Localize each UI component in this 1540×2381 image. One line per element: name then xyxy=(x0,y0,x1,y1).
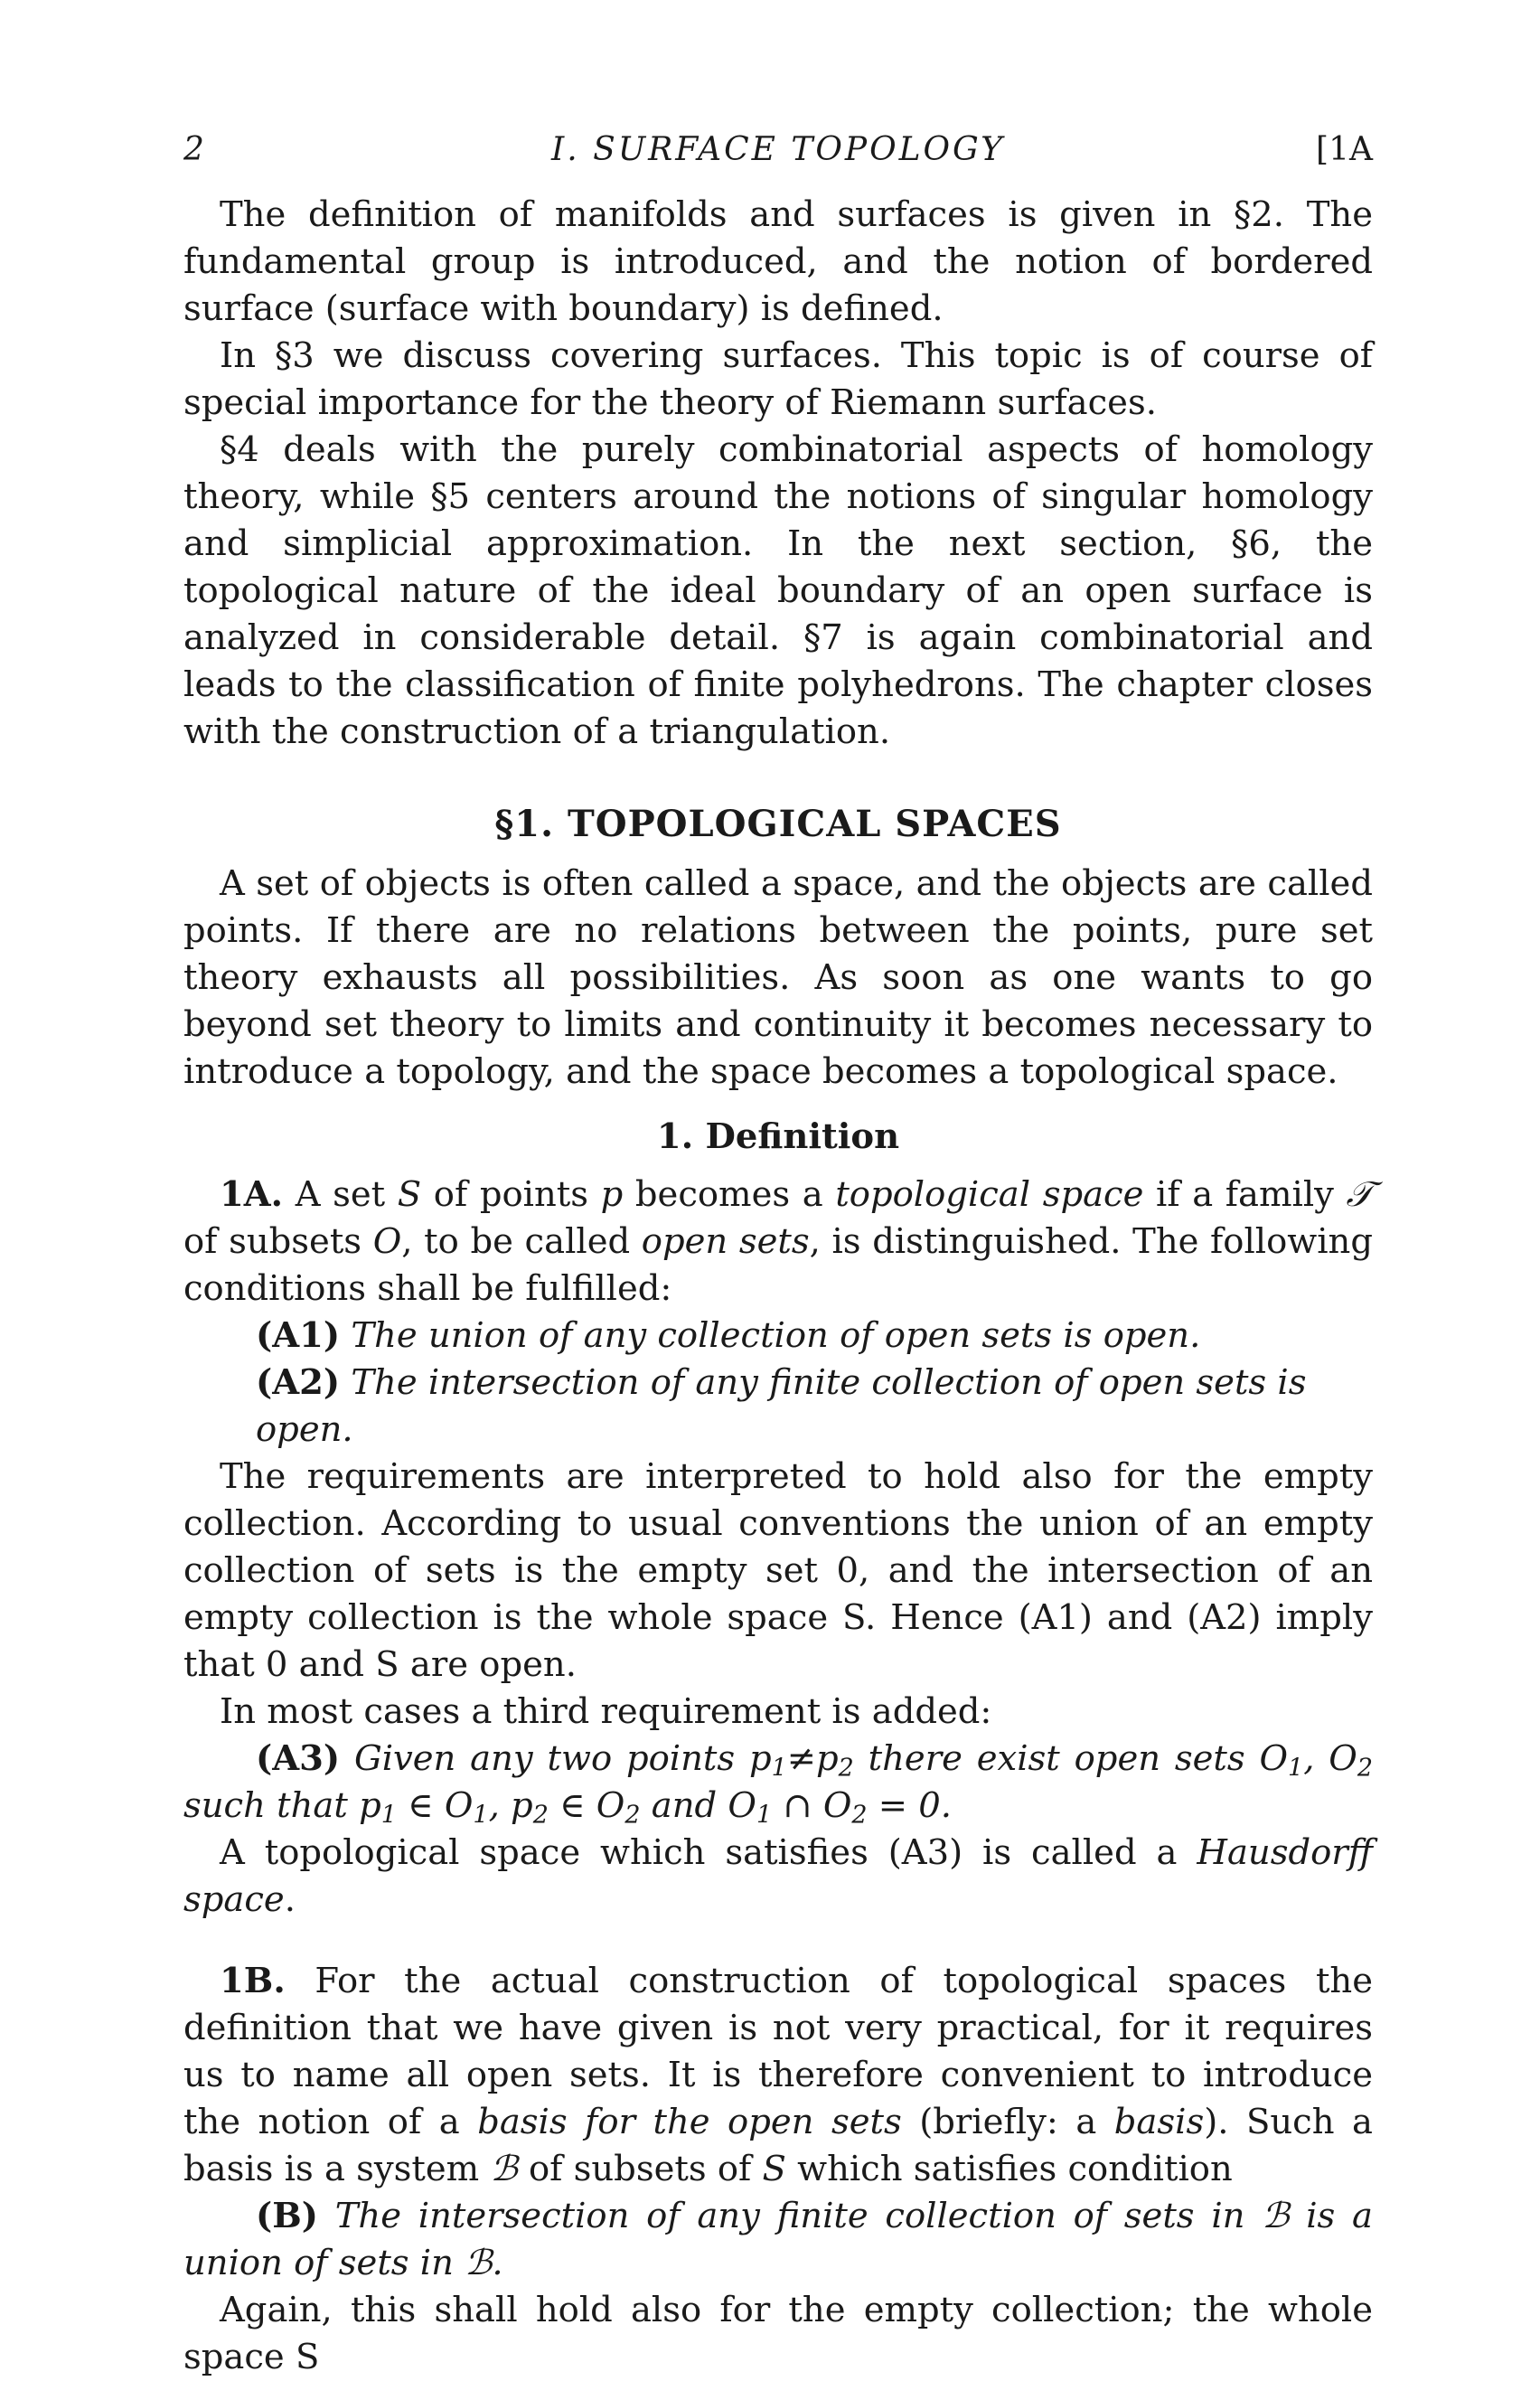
text-span: and O xyxy=(640,1785,756,1826)
text-span: = 0. xyxy=(867,1785,953,1826)
subscript: 1 xyxy=(771,1754,787,1783)
text-span: ). Such a basis is a system xyxy=(183,2102,1373,2189)
subscript: 2 xyxy=(532,1801,549,1830)
axiom-a1-label: (A1) xyxy=(256,1315,341,1356)
math-symbol: 𝒯 xyxy=(1346,1174,1374,1215)
axiom-a2-text: The intersection of any finite collection of open sets is open. xyxy=(256,1362,1307,1450)
text-span: ∩ O xyxy=(772,1785,852,1826)
math-symbol: S xyxy=(762,2149,786,2189)
text-span: A topological space which satisfies (A3) is called a xyxy=(220,1832,1197,1873)
text-span: (briefly: a xyxy=(901,2102,1114,2142)
text-span: becomes a xyxy=(623,1174,836,1215)
text-span: For the actual construction of topological spaces the definition that we have given is not very practical, for it requires us to name all open sets. It is therefore convenient to introduce the notion of a xyxy=(183,1961,1373,2142)
condition-b-text: The intersection of any finite collection of sets in ℬ is a union of sets in ℬ. xyxy=(183,2196,1373,2283)
section-title: §1. TOPOLOGICAL SPACES xyxy=(494,803,1062,845)
chapter-title: I. SURFACE TOPOLOGY xyxy=(551,131,1005,168)
page-number: 2 xyxy=(183,131,204,168)
text-span: ∈ O xyxy=(548,1785,625,1826)
subscript: 1 xyxy=(380,1801,397,1830)
running-head xyxy=(183,127,1373,174)
subscript: 2 xyxy=(851,1801,868,1830)
hausdorff-paragraph xyxy=(183,1830,1373,1924)
math-symbol: S xyxy=(397,1174,422,1215)
subscript: 1 xyxy=(756,1801,773,1830)
definition-1b-label: 1B. xyxy=(220,1961,286,2001)
text-span: , p xyxy=(488,1785,533,1826)
term-hausdorff-space: Hausdorff space xyxy=(183,1832,1373,1920)
axiom-a1 xyxy=(183,1313,1373,1360)
text-span: of subsets of xyxy=(517,2149,763,2189)
subscript: 2 xyxy=(838,1754,854,1783)
text-span: , is distinguished. The following conditions shall be fulfilled: xyxy=(183,1221,1373,1309)
intro-paragraph-2: In §3 we discuss covering surfaces. This topic is of course of special importance for the theory of Riemann surfaces. xyxy=(183,335,1373,423)
intro-paragraph-3: §4 deals with the purely combinatorial aspects of homology theory, while §5 centers around the notions of singular homology and simplicial approximation. In the next section, §6, the topological nature of the ideal boundary of an open surface is analyzed in considerable detail. §7 is again combinatorial and leads to the classification of finite polyhedrons. The chapter closes with the construction of a triangulation. xyxy=(183,429,1373,752)
text-span: such that p xyxy=(183,1785,381,1826)
subscript: 2 xyxy=(624,1801,641,1830)
text-span: . xyxy=(284,1879,296,1920)
axiom-a1-text: The union of any collection of open sets is open. xyxy=(351,1315,1201,1356)
math-symbol: ℬ xyxy=(490,2149,518,2189)
axiom-a3-text xyxy=(183,1738,1373,1830)
text-span: of subsets xyxy=(183,1221,373,1262)
section-reference: [1A xyxy=(1316,131,1373,168)
book-page xyxy=(183,127,1373,2381)
text-span: ∈ O xyxy=(396,1785,474,1826)
definition-1a-label: 1A. xyxy=(220,1174,284,1215)
text-span: ≠p xyxy=(786,1738,839,1779)
third-requirement-paragraph: In most cases a third requirement is added: xyxy=(220,1691,992,1732)
text-span: Given any two points p xyxy=(353,1738,772,1779)
axiom-a2-label: (A2) xyxy=(256,1362,341,1403)
condition-b-label: (B) xyxy=(256,2196,318,2236)
subscript: 1 xyxy=(1288,1754,1304,1783)
text-span: which satisfies condition xyxy=(785,2149,1233,2189)
intro-paragraph-1: The definition of manifolds and surfaces is given in §2. The fundamental group is introduced, and the notion of bordered surface (surface with boundary) is defined. xyxy=(183,194,1373,329)
subsection-title: 1. Definition xyxy=(656,1116,900,1157)
final-paragraph: Again, this shall hold also for the empty collection; the whole space S xyxy=(183,2290,1373,2377)
term-topological-space: topological space xyxy=(835,1174,1144,1215)
definition-1b xyxy=(183,1958,1373,2193)
subscript: 2 xyxy=(1357,1754,1373,1783)
definition-1a xyxy=(183,1172,1373,1313)
term-basis: basis xyxy=(1113,2102,1205,2142)
empty-collection-paragraph: The requirements are interpreted to hold also for the empty collection. According to usual conventions the union of an empty collection of sets is the empty set 0, and the intersection of an empty collection is the whole space S. Hence (A1) and (A2) imply that 0 and S are open. xyxy=(183,1456,1373,1685)
axiom-a3 xyxy=(183,1736,1373,1830)
section-intro-paragraph: A set of objects is often called a space, and the objects are called points. If there are no relations between the points, pure set theory exhausts all possibilities. As soon as one wants to go beyond set theory to limits and continuity it becomes necessary to introduce a topology, and the space becomes a topological space. xyxy=(183,863,1373,1092)
math-symbol: O xyxy=(372,1221,402,1262)
term-basis-for-open-sets: basis for the open sets xyxy=(477,2102,902,2142)
text-span: A set xyxy=(283,1174,398,1215)
term-open-sets: open sets xyxy=(641,1221,810,1262)
text-span: , to be called xyxy=(401,1221,642,1262)
subscript: 1 xyxy=(473,1801,489,1830)
math-symbol: p xyxy=(600,1174,624,1215)
text-span: of points xyxy=(421,1174,601,1215)
text-span: there exist open sets O xyxy=(853,1738,1289,1779)
text-span: , O xyxy=(1303,1738,1357,1779)
condition-b xyxy=(183,2193,1373,2287)
axiom-a2 xyxy=(183,1360,1373,1454)
text-span: if a family xyxy=(1143,1174,1347,1215)
axiom-a3-label: (A3) xyxy=(256,1738,341,1779)
